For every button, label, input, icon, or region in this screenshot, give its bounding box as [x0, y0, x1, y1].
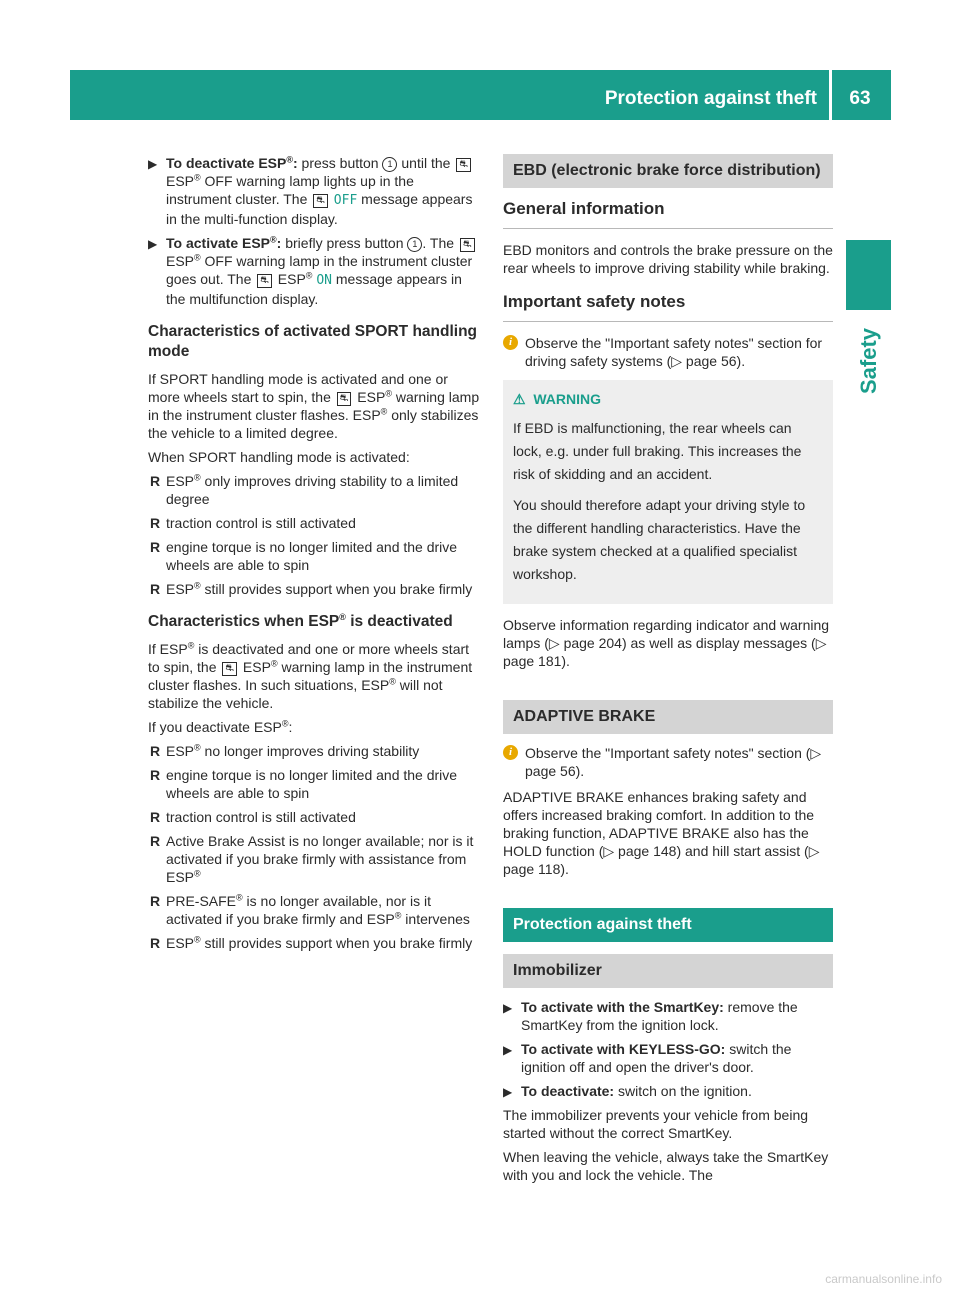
step-arrow-icon: ▶	[148, 237, 158, 251]
list-item: R ESP® no longer improves driving stability	[150, 742, 420, 759]
list-item: R PRE-SAFE® is no longer available, nor is it activated if you brake firmly and ESP® intervenes	[150, 892, 470, 927]
section-protection-against-theft: Protection against theft	[503, 908, 833, 942]
warning-triangle-icon: ⚠	[513, 391, 526, 407]
heading-important-safety-notes: Important safety notes	[503, 292, 686, 311]
list-item: R ESP® still provides support when you brake firmly	[150, 934, 473, 951]
warning-text: If EBD is malfunctioning, the rear wheels can lock, e.g. under full braking. This increases the risk of skidding and an accident.	[513, 420, 802, 482]
paragraph: EBD monitors and controls the brake pressure on the rear wheels to improve driving stability while braking.	[503, 242, 833, 276]
paragraph: When leaving the vehicle, always take the SmartKey with you and lock the vehicle. The	[503, 1149, 829, 1183]
side-tab	[846, 240, 891, 310]
esp-off-warning-icon: ⛐	[460, 238, 475, 252]
info-note: i Observe the "Important safety notes" section for driving safety systems (▷ page 56).	[503, 334, 833, 370]
header-title: Protection against theft	[604, 88, 817, 109]
left-column	[148, 154, 482, 958]
info-icon: i	[503, 335, 518, 350]
paragraph: The immobilizer prevents your vehicle from being started without the correct SmartKey.	[503, 1107, 809, 1141]
esp-off-warning-icon: ⛐	[456, 158, 471, 172]
watermark: carmanualsonline.info	[825, 1272, 942, 1286]
page-number: 63	[849, 88, 871, 109]
button-1-icon: 1	[407, 237, 422, 252]
heading-general-information: General information	[503, 199, 665, 218]
step-arrow-icon: ▶	[148, 157, 158, 171]
divider	[503, 228, 833, 229]
warning-title: ⚠ WARNING	[513, 391, 602, 407]
paragraph: ADAPTIVE BRAKE enhances braking safety and offers increased braking comfort. In addition to the braking function, ADAPTIVE BRAKE also has the HOLD function (▷ page 148) and hill start assist (▷ page 118).	[503, 789, 820, 877]
step-deactivate-esp: ▶ To deactivate ESP®: press button 1 until the ⛐ ESP® OFF warning lamp lights up in the instrument cluster. The ⛐ OFF message appears in the multi-function display.	[148, 154, 473, 227]
list-item: R traction control is still activated	[150, 515, 356, 531]
paragraph: If you deactivate ESP®:	[148, 718, 293, 735]
heading-sport-mode: Characteristics of activated SPORT handling mode	[148, 323, 478, 360]
esp-icon: ⛐	[222, 662, 237, 676]
info-note: i Observe the "Important safety notes" section (▷ page 56).	[503, 744, 833, 780]
step-arrow-icon: ▶	[503, 1001, 513, 1015]
header-divider	[829, 70, 832, 120]
list-item: R engine torque is no longer limited and the drive wheels are able to spin	[150, 767, 458, 801]
info-icon: i	[503, 745, 518, 760]
warning-box	[503, 380, 833, 604]
step-activate-smartkey: ▶ To activate with the SmartKey: remove the SmartKey from the ignition lock.	[503, 999, 798, 1033]
list-item: R traction control is still activated	[150, 809, 356, 825]
step-arrow-icon: ▶	[503, 1043, 513, 1057]
warning-text: You should therefore adapt your driving style to the different handling characteristics. Have the brake system checked at a qualified specialist workshop.	[513, 497, 806, 582]
step-deactivate: ▶ To deactivate: switch on the ignition.	[503, 1083, 752, 1099]
side-label: Safety	[856, 327, 881, 395]
heading-esp-deactivated: Characteristics when ESP® is deactivated	[148, 611, 453, 630]
list-item: R ESP® only improves driving stability to a limited degree	[150, 472, 459, 507]
section-ebd: EBD (electronic brake force distribution)	[503, 154, 833, 188]
step-arrow-icon: ▶	[503, 1085, 513, 1099]
esp-icon: ⛐	[257, 274, 272, 288]
paragraph: If SPORT handling mode is activated and one or more wheels start to spin, the ⛐ ESP® warning lamp in the instrument cluster flashes. ESP® only stabilizes the vehicle to a limited degree.	[148, 371, 480, 441]
divider	[503, 321, 833, 322]
paragraph: Observe information regarding indicator and warning lamps (▷ page 204) as well as display messages (▷ page 181).	[503, 617, 830, 669]
right-column	[503, 154, 833, 1190]
esp-icon: ⛐	[313, 194, 328, 208]
paragraph: If ESP® is deactivated and one or more wheels start to spin, the ⛐ ESP® warning lamp in the instrument cluster flashes. In such situations, ESP® will not stabilize the vehicle.	[148, 640, 473, 711]
esp-icon: ⛐	[337, 392, 352, 406]
list-item: R ESP® still provides support when you brake firmly	[150, 580, 473, 597]
section-immobilizer: Immobilizer	[503, 954, 833, 988]
step-activate-esp: ▶ To activate ESP®: briefly press button 1 . The ⛐ ESP® OFF warning lamp in the instrument cluster goes out. The ⛐ ESP® ON message appears in the multifunction display.	[148, 234, 482, 308]
list-item: R engine torque is no longer limited and the drive wheels are able to spin	[150, 539, 458, 573]
page-ref-arrow-icon: ▷	[671, 353, 683, 369]
step-activate-keyless-go: ▶ To activate with KEYLESS-GO: switch the ignition off and open the driver's door.	[503, 1041, 792, 1075]
list-item: R Active Brake Assist is no longer available; nor is it activated if you brake firmly with assistance from ESP®	[150, 833, 474, 885]
paragraph: When SPORT handling mode is activated:	[148, 449, 410, 465]
button-1-icon: 1	[382, 157, 397, 172]
section-adaptive-brake: ADAPTIVE BRAKE	[503, 700, 833, 734]
